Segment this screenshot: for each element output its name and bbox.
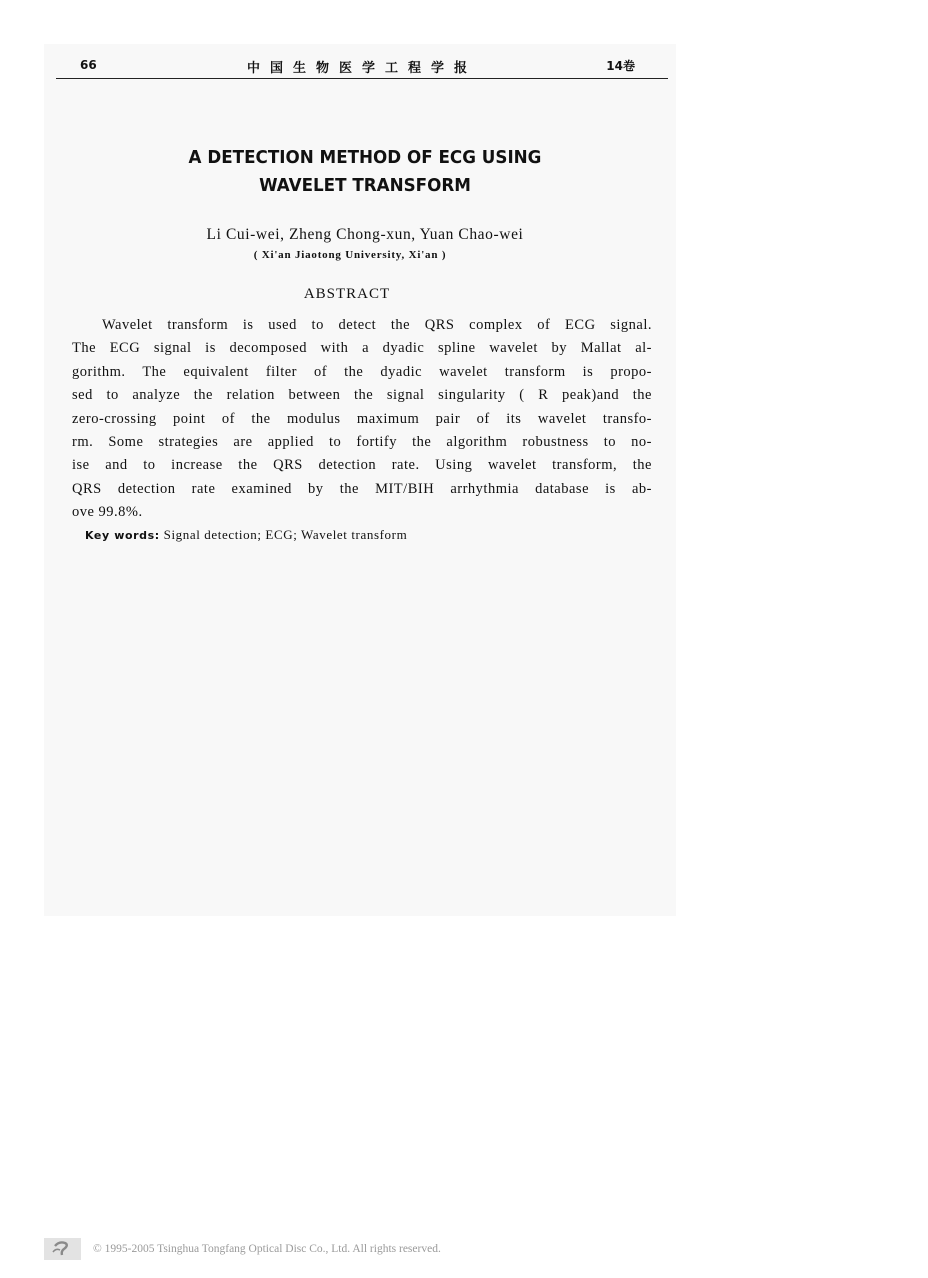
- abstract-line: Wavelet transform is used to detect the QRS complex of ECG signal.: [102, 317, 652, 333]
- abstract-line: ise and to increase the QRS detection rate. Using wavelet transform, the: [72, 457, 652, 474]
- keywords: [85, 527, 407, 543]
- abstract-line: zero-crossing point of the modulus maximum pair of its wavelet transfo-: [72, 410, 652, 427]
- title-line: A DETECTION METHOD OF ECG USING: [188, 147, 542, 168]
- abstract-line: ove 99.8%.: [72, 504, 143, 521]
- abstract-line: gorithm. The equivalent filter of the dyadic wavelet transform is propo-: [72, 363, 652, 380]
- author-list: Li Cui-wei, Zheng Chong-xun, Yuan Chao-wei: [206, 226, 524, 243]
- abstract-body: [72, 314, 652, 525]
- affiliation: ( Xi'an Jiaotong University, Xi'an ): [253, 249, 447, 261]
- journal-name: 中国生物医学工程学报: [246, 61, 477, 76]
- keywords-text: Signal detection; ECG; Wavelet transform: [163, 527, 408, 542]
- publisher-logo-icon: [44, 1238, 81, 1260]
- abstract-line: The ECG signal is decomposed with a dyadic spline wavelet by Mallat al-: [72, 340, 652, 357]
- abstract-line: rm. Some strategies are applied to fortify the algorithm robustness to no-: [72, 433, 652, 450]
- title-line: WAVELET TRANSFORM: [259, 175, 471, 196]
- abstract-heading: ABSTRACT: [303, 286, 391, 302]
- keywords-label: Key words:: [85, 529, 160, 542]
- abstract-line: QRS detection rate examined by the MIT/BIH arrhythmia database is ab-: [72, 480, 652, 497]
- page-number: 66: [80, 58, 97, 72]
- copyright-text: © 1995-2005 Tsinghua Tongfang Optical Disc Co., Ltd. All rights reserved.: [93, 1243, 441, 1255]
- abstract-line: sed to analyze the relation between the signal singularity ( R peak)and the: [72, 387, 652, 404]
- volume-label: 14卷: [606, 59, 635, 73]
- article-title: [165, 144, 565, 200]
- page-header: [56, 56, 668, 79]
